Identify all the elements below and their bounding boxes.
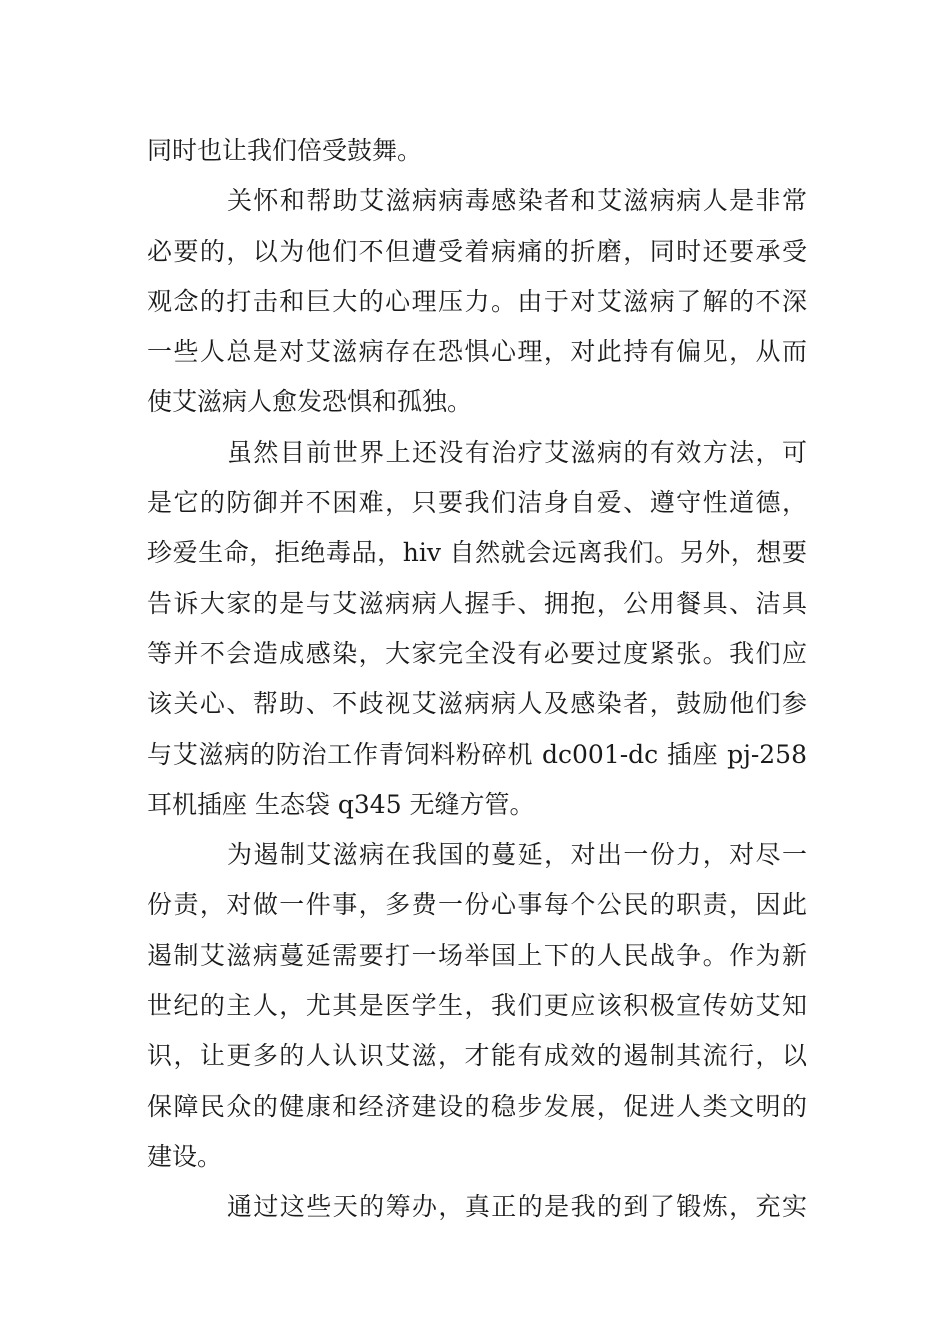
- text-line: 耳机插座 生态袋 q345 无缝方管。: [147, 789, 535, 819]
- text-line: 同时也让我们倍受鼓舞。: [147, 136, 423, 165]
- text-line: 观念的打击和巨大的心理压力。由于对艾滋病了解的不深: [147, 286, 807, 316]
- text-line: 使艾滋病人愈发恐惧和孤独。: [147, 387, 473, 417]
- text-line: 告诉大家的是与艾滋病病人握手、拥抱，公用餐具、洁具: [147, 588, 807, 618]
- text-line: 必要的，以为他们不但遭受着病痛的折磨，同时还要承受: [147, 236, 807, 266]
- text-line: 一些人总是对艾滋病存在恐惧心理，对此持有偏见，从而: [147, 337, 807, 367]
- text-line: 珍爱生命，拒绝毒品，hiv 自然就会远离我们。另外，想要: [147, 538, 807, 568]
- document-body: [147, 126, 807, 1233]
- text-line: 该关心、帮助、不歧视艾滋病病人及感染者，鼓励他们参: [147, 689, 807, 719]
- text-line: 等并不会造成感染，大家完全没有必要过度紧张。我们应: [147, 638, 807, 668]
- text-line: 与艾滋病的防治工作青饲料粉碎机 dc001-dc 插座 pj-258: [147, 739, 807, 769]
- text-line: 份责，对做一件事，多费一份心事每个公民的职责，因此: [147, 890, 807, 920]
- text-line: 是它的防御并不困难，只要我们洁身自爱、遵守性道德，: [147, 488, 807, 518]
- paragraph-first-line: 关怀和帮助艾滋病病毒感染者和艾滋病病人是非常: [227, 186, 807, 216]
- paragraph-first-line: 为遏制艾滋病在我国的蔓延，对出一份力，对尽一: [227, 840, 807, 870]
- text-line: 建设。: [147, 1141, 223, 1171]
- text-line: 保障民众的健康和经济建设的稳步发展，促进人类文明的: [147, 1091, 807, 1121]
- text-line: 遏制艾滋病蔓延需要打一场举国上下的人民战争。作为新: [147, 940, 807, 970]
- paragraph-first-line: 虽然目前世界上还没有治疗艾滋病的有效方法，可: [227, 437, 807, 467]
- text-line: 世纪的主人，尤其是医学生，我们更应该积极宣传妨艾知: [147, 991, 807, 1021]
- text-line: 识，让更多的人认识艾滋，才能有成效的遏制其流行，以: [147, 1041, 807, 1071]
- paragraph-first-line: 通过这些天的筹办，真正的是我的到了锻炼，充实: [227, 1192, 807, 1222]
